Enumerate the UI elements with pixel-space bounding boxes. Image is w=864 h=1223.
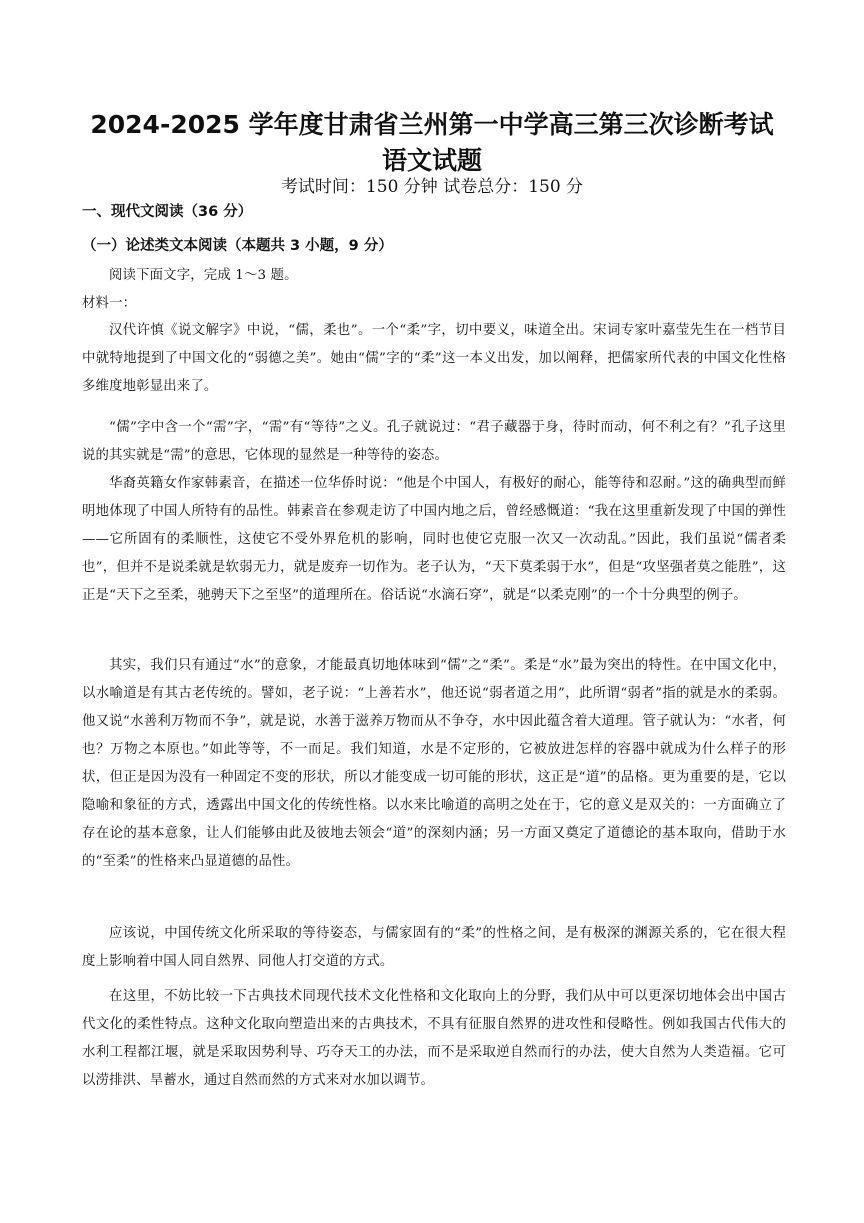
paragraph: 应该说，中国传统文化所采取的等待姿态，与儒家固有的“柔”的性格之间，是有极深的渊源关系的，它在很大程度上影响着中国人同自然界、同他人打交道的方式。 bbox=[82, 926, 786, 969]
subject-title: 语文试题 bbox=[381, 146, 482, 175]
paragraph: 在这里，不妨比较一下古典技术同现代技术文化性格和文化取向上的分野，我们从中可以更深切地体会出中国古代文化的柔性特点。这种文化取向塑造出来的古典技术，不具有征服自然界的进攻性和侵略性。例如我国古代伟大的水利工程都江堰，就是采取因势利导、巧夺天工的办法，而不是采取逆自然而行的办法，使大自然为人类造福。它可以涝排洪、旱蓄水，通过自然而然的方式来对水加以调节。 bbox=[82, 989, 786, 1088]
paragraph: 其实，我们只有通过“水”的意象，才能最真切地体味到“儒”之“柔”。柔是“水”最为突出的特性。在中国文化中，以水喻道是有其古老传统的。譬如，老子说：“上善若水”，他还说“弱者道之用”，此所谓“弱者”指的就是水的柔弱。他又说“水善利万物而不争”，就是说，水善于滋养万物而从不争夺，水中因此蕴含着大道理。管子就认为：“水者，何也？万物之本原也。”如此等等，不一而足。我们知道，水是不定形的，它被放进怎样的容器中就成为什么样子的形状，但正是因为没有一种固定不变的形状，所以才能变成一切可能的形状，这正是“道”的品格。更为重要的是，它以隐喻和象征的方式，透露出中国文化的传统性格。以水来比喻道的高明之处在于，它的意义是双关的：一方面确立了存在论的基本意象，让人们能够由此及彼地去领会“道”的深刻内涵；另一方面又奠定了道德论的基本取向，借助于水的“至柔”的性格来凸显道德的品性。 bbox=[82, 658, 786, 869]
paragraph: 华裔英籍女作家韩素音，在描述一位华侨时说：“他是个中国人，有极好的耐心，能等待和忍耐。”这的确典型而鲜明地体现了中国人所特有的品性。韩素音在参观走访了中国内地之后，曾经感慨道：“我在这里重新发现了中国的弹性——它所固有的柔顺性，这使它不受外界危机的影响，同时也使它克服一次又一次动乱。”因此，我们虽说“儒者柔也”，但并不是说柔就是软弱无力，就是废弃一切作为。老子认为，“天下莫柔弱于水”，但是“攻坚强者莫之能胜”，这正是“天下之至柔，驰骋天下之至坚”的道理所在。俗话说“水滴石穿”，就是“以柔克刚”的一个十分典型的例子。 bbox=[82, 476, 786, 603]
reading-instruction: 阅读下面文字，完成 1～3 题。 bbox=[109, 268, 298, 283]
exam-title: 2024-2025 学年度甘肃省兰州第一中学高三第三次诊断考试 bbox=[90, 110, 774, 139]
paragraph: 汉代许慎《说文解字》中说，“儒，柔也”。一个“柔”字，切中要义，味道全出。宋词专家叶嘉莹先生在一档节目中就特地提到了中国文化的“弱德之美”。她由“儒”字的“柔”这一本义出发，加以阐释，把儒家所代表的中国文化性格多维度地彰显出来了。 bbox=[82, 323, 786, 394]
paragraph: “儒”字中含一个“需”字，“需”有“等待”之义。孔子就说过：“君子藏器于身，待时而动，何不利之有？”孔子这里说的其实就是“需”的意思，它体现的显然是一种等待的姿态。 bbox=[82, 420, 786, 463]
sub-heading: （一）论述类文本阅读（本题共 3 小题，9 分） bbox=[82, 238, 393, 254]
material-label: 材料一： bbox=[82, 296, 137, 311]
exam-meta: 考试时间：150 分钟 试卷总分：150 分 bbox=[280, 177, 584, 197]
section-heading: 一、现代文阅读（36 分） bbox=[82, 204, 253, 220]
